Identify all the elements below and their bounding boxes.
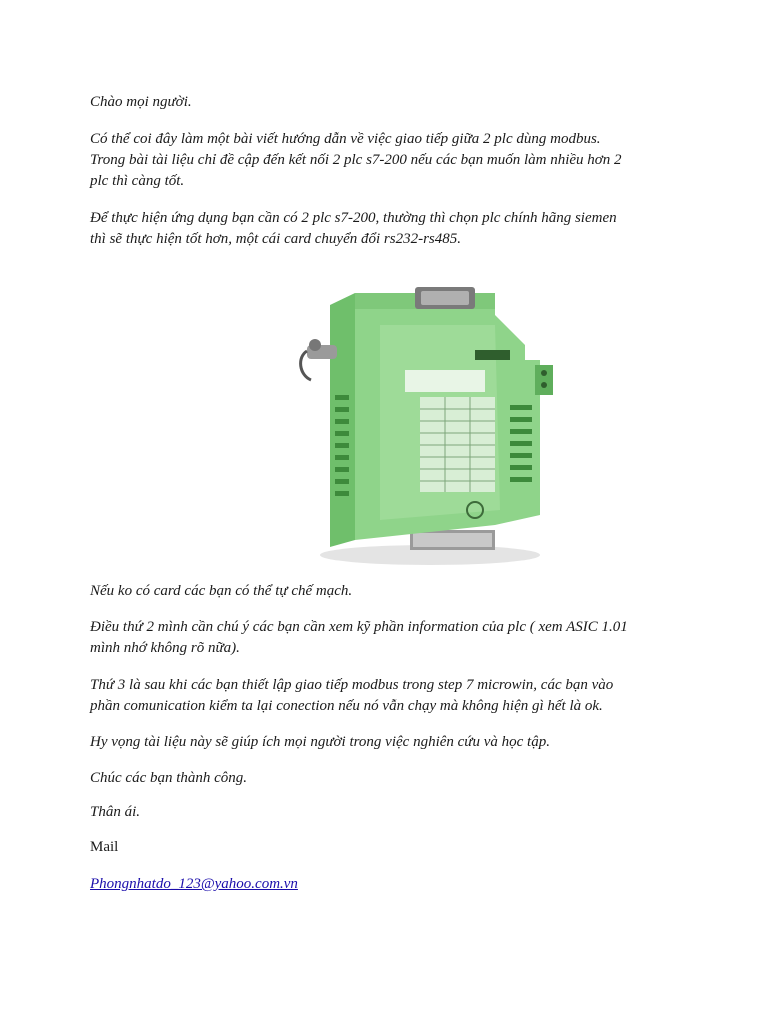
intro-line-3: plc thì càng tốt. (90, 173, 185, 189)
third-point-line-2: phần comunication kiểm ta lại conection nếu nó vẫn chạy mà không hiện gì hết là ok. (90, 698, 603, 714)
wish-text: Chúc các bạn thành công. (90, 770, 248, 786)
converter-module-illustration (295, 285, 565, 570)
second-point-line-1: Điều thứ 2 mình cần chú ý các bạn cần xem kỹ phần information của plc ( xem ASIC 1.01 (90, 619, 628, 635)
email-line (90, 874, 690, 895)
hope-text: Hy vọng tài liệu này sẽ giúp ích mọi người trong việc nghiên cứu và học tập. (90, 734, 550, 750)
email-link[interactable]: Phongnhatdo_123@yahoo.com.vn (90, 876, 298, 892)
mail-label: Mail (90, 839, 119, 855)
intro-line-1: Có thể coi đây làm một bài viết hướng dẫn về việc giao tiếp giữa 2 plc dùng modbus. (90, 131, 601, 147)
third-point-line-1: Thứ 3 là sau khi các bạn thiết lập giao tiếp modbus trong step 7 microwin, các bạn vào (90, 677, 614, 693)
no-card-text: Nếu ko có card các bạn có thể tự chế mạch. (90, 583, 353, 599)
rs232-rs485-converter-image (295, 285, 565, 570)
greeting-text: Chào mọi người. (90, 94, 192, 110)
requirement-line-2: thì sẽ thực hiện tốt hơn, một cái card chuyển đổi rs232-rs485. (90, 231, 462, 247)
signoff-text: Thân ái. (90, 804, 141, 820)
second-point-line-2: mình nhớ không rõ nữa). (90, 640, 240, 656)
requirement-line-1: Để thực hiện ứng dụng bạn cần có 2 plc s7-200, thường thì chọn plc chính hãng siemen (90, 210, 617, 226)
intro-line-2: Trong bài tài liệu chỉ đề cập đến kết nối 2 plc s7-200 nếu các bạn muốn làm nhiều hơn 2 (90, 152, 622, 168)
